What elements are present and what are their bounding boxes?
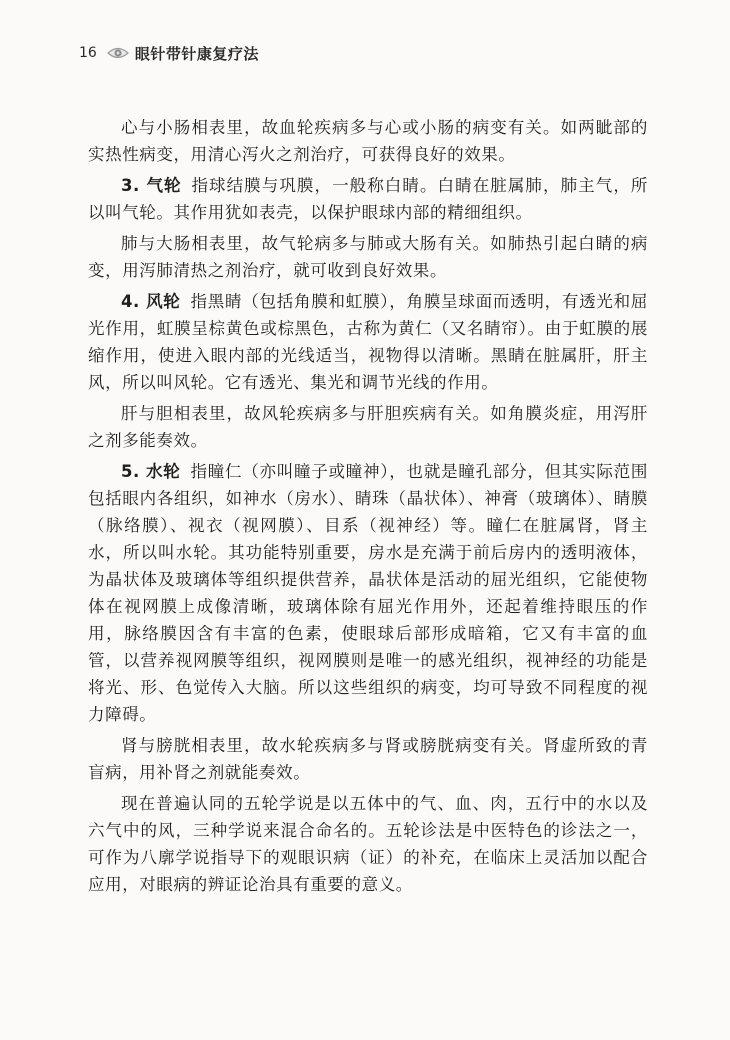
section-text-wind: 指黑睛（包括角膜和虹膜），角膜呈球面而透明，有透光和屈光作用，虹膜呈棕黄色或棕黑色，古称为黄仁（又名睛帘）。由于虹膜的展缩作用，使进入眼内部的光线适当，视物得以清晰。黑睛在脏属肝，肝主风，所以叫风轮。它有透光、集光和调节光线的作用。 <box>88 292 648 392</box>
section-qi-wheel <box>88 172 648 226</box>
book-title: 眼针带针康复疗法 <box>134 44 259 63</box>
section-wind-wheel <box>88 288 648 396</box>
section-text-water: 指瞳仁（亦叫瞳子或瞳神），也就是瞳孔部分，但其实际范围包括眼内各组织，如神水（房水）、睛珠（晶状体）、神膏（玻璃体）、睛膜（脉络膜）、视衣（视网膜）、目系（视神经）等。瞳仁在脏属肾，肾主水，所以叫水轮。其功能特别重要，房水是充满于前后房内的透明液体，为晶状体及玻璃体等组织提供营养，晶状体是活动的屈光组织，它能使物体在视网膜上成像清晰，玻璃体除有屈光作用外，还起着维持眼压的作用，脉络膜因含有丰富的色素，使眼球后部形成暗箱，它又有丰富的血管，以营养视网膜等组织，视网膜则是唯一的感光组织，视神经的功能是将光、形、色觉传入大脑。所以这些组织的病变，均可导致不同程度的视力障碍。 <box>88 462 648 724</box>
paragraph-kidney: 肾与膀胱相表里，故水轮疾病多与肾或膀胱病变有关。肾虚所致的青盲病，用补肾之剂就能奏效。 <box>88 736 648 782</box>
paragraph-liver: 肝与胆相表里，故风轮疾病多与肝胆疾病有关。如角膜炎症，用泻肝之剂多能奏效。 <box>88 404 648 450</box>
body-text <box>88 114 648 898</box>
paragraph-lung: 肺与大肠相表里，故气轮病多与肺或大肠有关。如肺热引起白睛的病变，用泻肺清热之剂治疗，就可收到良好效果。 <box>88 234 648 280</box>
paragraph-heart: 心与小肠相表里，故血轮疾病多与心或小肠的病变有关。如两眦部的实热性病变，用清心泻火之剂治疗，可获得良好的效果。 <box>88 118 648 164</box>
section-heading-qi: 3. 气轮 <box>121 176 182 195</box>
running-header <box>79 40 259 66</box>
paragraph-summary: 现在普遍认同的五轮学说是以五体中的气、血、肉，五行中的水以及六气中的风，三种学说来混合命名的。五轮诊法是中医特色的诊法之一，可作为八廓学说指导下的观眼识病（证）的补充，在临床上灵活加以配合应用，对眼病的辨证论治具有重要的意义。 <box>88 794 648 894</box>
section-text-qi: 指球结膜与巩膜，一般称白睛。白睛在脏属肺，肺主气，所以叫气轮。其作用犹如表壳，以保护眼球内部的精细组织。 <box>88 176 648 222</box>
page-number: 16 <box>79 45 97 61</box>
section-heading-water: 5. 水轮 <box>121 462 181 481</box>
eye-icon <box>107 46 129 60</box>
section-water-wheel <box>88 458 648 728</box>
section-heading-wind: 4. 风轮 <box>121 292 181 311</box>
